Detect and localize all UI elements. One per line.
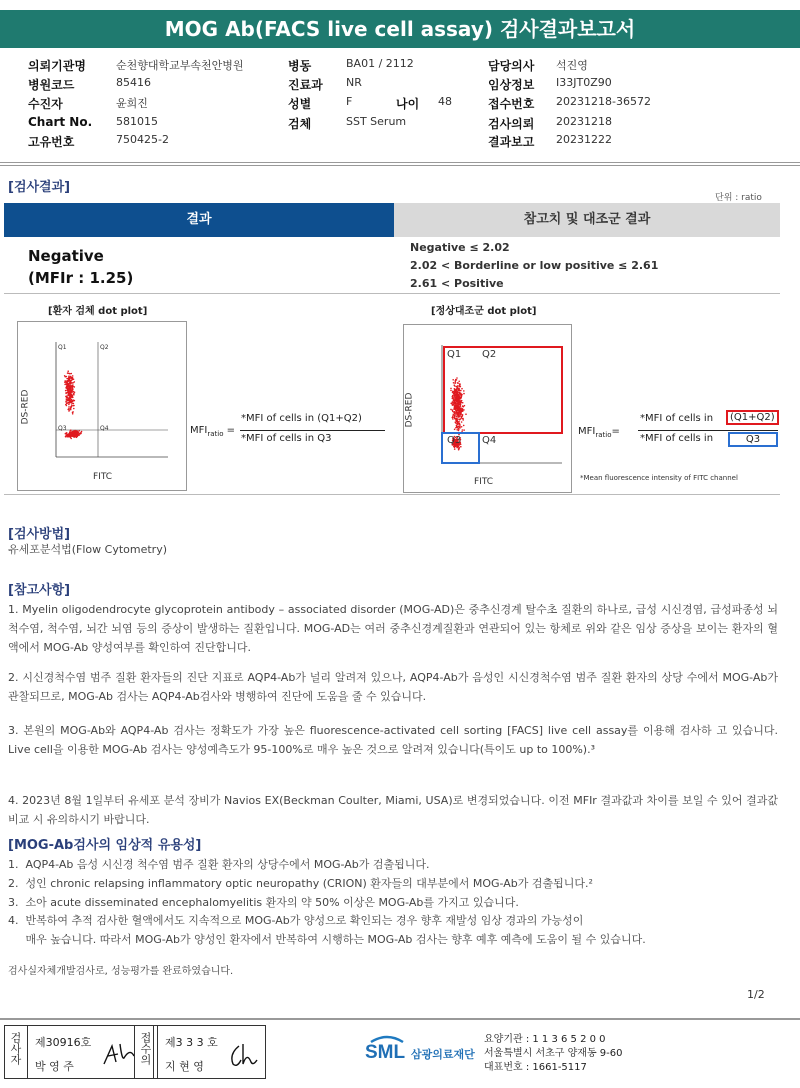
divider [0, 162, 800, 163]
dot [70, 393, 72, 395]
patient-dot-plot [17, 321, 187, 491]
dot [72, 413, 74, 415]
dot [460, 386, 462, 388]
info-label: 진료과 [288, 78, 323, 92]
dot [66, 398, 68, 400]
quadrant-label: Q4 [100, 425, 109, 432]
org-name: 삼광의료재단 [411, 1048, 475, 1061]
x-axis-label: FITC [474, 477, 494, 487]
dot [453, 396, 455, 398]
dot [71, 404, 73, 406]
dot [76, 431, 78, 433]
tester-name: 박 영 주 [35, 1060, 74, 1073]
quadrant-label: Q3 [58, 425, 67, 432]
logo-text: SML [365, 1042, 406, 1063]
patient-denominator: *MFI of cells in Q3 [241, 433, 332, 444]
dot [70, 409, 72, 411]
dot [458, 381, 460, 383]
reviewer-label: 접수의 [139, 1032, 152, 1065]
reviewer-name: 지 현 영 [165, 1060, 204, 1073]
dot [458, 421, 460, 423]
dot [456, 393, 458, 395]
y-axis-label: DS-RED [404, 392, 415, 428]
dot [459, 390, 461, 392]
dot [67, 370, 69, 372]
notes-title: [참고사항] [8, 583, 71, 598]
dot [65, 390, 67, 392]
quadrant-label: Q4 [482, 435, 497, 446]
dot [69, 389, 71, 391]
dot [465, 413, 467, 415]
dot [462, 402, 464, 404]
dot [64, 380, 66, 382]
dot [455, 381, 457, 383]
dot [69, 400, 71, 402]
info-value: 20231218-36572 [556, 95, 651, 108]
dot [459, 425, 461, 427]
dot [73, 378, 75, 380]
info-value: 20231222 [556, 133, 612, 146]
x-axis-label: FITC [93, 472, 113, 482]
info-value: F [346, 95, 353, 108]
dot [456, 425, 458, 427]
mfi-sub: ratio [207, 430, 224, 438]
dot [73, 405, 75, 407]
dot [66, 396, 68, 398]
control-numerator: *MFI of cells in [640, 413, 714, 424]
dot [456, 406, 458, 408]
dot [457, 382, 459, 384]
dot [72, 377, 74, 379]
info-value: 85416 [116, 76, 151, 89]
dot [456, 416, 458, 418]
dot [463, 429, 465, 431]
info-value: NR [346, 76, 362, 89]
dot [458, 392, 460, 394]
dot [70, 429, 72, 431]
info-value: 윤희진 [116, 97, 148, 110]
mfi-text: MFI [578, 426, 596, 437]
note-item: 2. 시신경척수염 범주 질환 환자들의 진단 지표로 AQP4-Ab가 널리 알려져 있으나, AQP4-Ab가 음성인 시신경척수염 범주 질환 환자의 상당 수에서 MOG-Ab가 관찰되므로, MOG-Ab 검사는 AQP4-Ab검사와 병행하여 진단에 도움을 줄 수 있습니다. [8, 671, 778, 703]
control-plot-title: [정상대조군 dot plot] [431, 306, 537, 317]
dot [70, 433, 72, 435]
dot [81, 431, 83, 433]
q1q2-gate [444, 347, 562, 433]
report-title: MOG Ab(FACS live cell assay) 검사결과보고서 [0, 10, 800, 48]
dot [66, 386, 68, 388]
dot [458, 404, 460, 406]
dot [450, 390, 452, 392]
method-title: [검사방법] [8, 527, 71, 542]
dot [68, 406, 70, 408]
dot [69, 373, 71, 375]
dot [74, 432, 76, 434]
dot [462, 405, 464, 407]
vertical-divider [27, 1026, 28, 1078]
dot [70, 395, 72, 397]
result-header: 결과 [4, 203, 394, 237]
info-label: 검체 [288, 117, 312, 131]
info-label: 병동 [288, 59, 312, 73]
dot [456, 429, 458, 431]
mfi-text: MFI [190, 425, 208, 436]
dot [74, 400, 76, 402]
reviewer-id: 제3 3 3 호 [165, 1036, 218, 1049]
dot [458, 394, 460, 396]
dot [458, 408, 460, 410]
signature-box-reviewer [134, 1025, 266, 1079]
dot [68, 398, 70, 400]
dot [454, 384, 456, 386]
dot [71, 400, 73, 402]
mfi-label: $MFI_{ratio}$ = [190, 425, 236, 438]
dot [68, 388, 70, 390]
unit-label: 단위 : ratio [715, 193, 762, 203]
dot [452, 415, 454, 417]
dot [68, 435, 70, 437]
dot [65, 401, 67, 403]
dot [461, 426, 463, 428]
info-label: 접수번호 [488, 97, 535, 111]
org-line: 대표번호 : 1661-5117 [484, 1062, 587, 1073]
clinical-item: 2. 성인 chronic relapsing inflammatory optic neuropathy (CRION) 환자들의 대부분에서 MOG-Ab가 검출됩니다.² [8, 877, 593, 890]
page-number: 1/2 [747, 988, 765, 1001]
clinical-item: 매우 높습니다. 따라서 MOG-Ab가 양성인 환자에서 반복하여 시행하는 MOG-Ab 검사는 향후 예후 예측에 도움이 될 수 있습니다. [8, 933, 646, 946]
dot [65, 393, 67, 395]
dot [454, 409, 456, 411]
dot [456, 447, 458, 449]
dot [460, 418, 462, 420]
dot [70, 398, 72, 400]
divider [0, 165, 800, 166]
dot [69, 409, 71, 411]
info-value: 순천향대학교부속천안병원 [116, 59, 244, 72]
dot [455, 386, 457, 388]
dot [462, 418, 464, 420]
dot [453, 391, 455, 393]
tester-id: 제30916호 [35, 1036, 92, 1049]
patient-plot-title: [환자 검체 dot plot] [48, 306, 148, 317]
info-value: 20231218 [556, 115, 612, 128]
dot [66, 403, 68, 405]
dot [71, 379, 73, 381]
result-mfir: (MFIr : 1.25) [28, 269, 134, 287]
dot [458, 423, 460, 425]
dot [71, 403, 73, 405]
signature-box-tester [4, 1025, 154, 1079]
dot [71, 373, 73, 375]
dot [74, 391, 76, 393]
dot [453, 382, 455, 384]
dot [463, 425, 465, 427]
dot [463, 390, 465, 392]
dot [462, 429, 464, 431]
method-text: 유세포분석법(Flow Cytometry) [8, 543, 168, 556]
dot [68, 387, 70, 389]
patient-numerator: *MFI of cells in (Q1+Q2) [241, 413, 362, 424]
dot [67, 402, 69, 404]
control-denominator: *MFI of cells in [640, 433, 714, 444]
info-value: I33JT0Z90 [556, 76, 612, 89]
dot [78, 434, 80, 436]
footer-divider [0, 1018, 800, 1020]
quadrant-label: Q2 [482, 349, 497, 360]
dot [64, 375, 66, 377]
dot [460, 446, 462, 448]
dot [455, 418, 457, 420]
tester-label: 검사자 [9, 1032, 22, 1065]
dot [453, 403, 455, 405]
dot [68, 404, 70, 406]
dot [72, 389, 74, 391]
dot [456, 390, 458, 392]
dot [64, 384, 66, 386]
dot [450, 388, 452, 390]
dot [460, 409, 462, 411]
dot [454, 416, 456, 418]
dot [459, 393, 461, 395]
dot [456, 397, 458, 399]
org-line: 서울특별시 서초구 양재동 9-60 [484, 1048, 623, 1059]
dot [451, 403, 453, 405]
dot [460, 411, 462, 413]
dot [455, 411, 457, 413]
note-item: 1. Myelin oligodendrocyte glycoprotein antibody – associated disorder (MOG-AD)은 중추신경계 탈수초 질환의 하나로, 급성 시신경염, 급성파종성 뇌척수염, 척수염, 뇌간 뇌염 등의 증상이 발생하는 질환입니다. MOG-AD는 여러 중추신경계질환과 연관되어 있는 항체로 위와 같은 임상 증상을 보이는 환자의 혈액에서 MOG-Ab 양성여부를 확인하여 진단합니다. [8, 603, 778, 654]
reference-line: 2.02 < Borderline or low positive ≤ 2.61 [410, 259, 659, 272]
dot [452, 409, 454, 411]
dot [66, 433, 68, 435]
sml-logo [365, 1034, 485, 1068]
dot [460, 401, 462, 403]
dot [71, 391, 73, 393]
dot [73, 432, 75, 434]
dot [463, 393, 465, 395]
dot [454, 429, 456, 431]
control-dot-plot [403, 324, 572, 493]
reviewer-signature [225, 1040, 261, 1070]
info-label: 결과보고 [488, 135, 535, 149]
dot [454, 388, 456, 390]
dot [456, 377, 458, 379]
dot [452, 418, 454, 420]
control-denominator-box: Q3 [728, 432, 778, 447]
fraction-line [240, 430, 385, 431]
dot [66, 376, 68, 378]
dot [75, 436, 77, 438]
reference-line: 2.61 < Positive [410, 277, 504, 290]
clinical-item: 3. 소아 acute disseminated encephalomyelitis 환자의 약 50% 이상은 MOG-Ab를 가지고 있습니다. [8, 896, 519, 909]
dot [459, 384, 461, 386]
result-value: Negative [28, 247, 104, 265]
dot [463, 409, 465, 411]
dot [73, 408, 75, 410]
dot [454, 392, 456, 394]
dot [457, 412, 459, 414]
info-label: 의뢰기관명 [28, 59, 86, 73]
dot [452, 379, 454, 381]
dot [460, 398, 462, 400]
note-item: 4. 2023년 8월 1일부터 유세포 분석 장비가 Navios EX(Beckman Coulter, Miami, USA)로 변경되었습니다. 이전 MFIr 결과값과 차이를 보일 수 있어 결과값 비교 시 유의하시기 바랍니다. [8, 794, 778, 826]
dot [68, 394, 70, 396]
clinical-item: 1. AQP4-Ab 음성 시신경 척수염 범주 질환 환자의 상당수에서 MOG-Ab가 검출됩니다. [8, 858, 430, 871]
dot [454, 448, 456, 450]
info-label: 병원코드 [28, 78, 75, 92]
dot [461, 400, 463, 402]
mfi-label: $MFI_{ratio}=$ [578, 426, 620, 439]
dot [464, 405, 466, 407]
info-value: 581015 [116, 115, 158, 128]
dot [458, 403, 460, 405]
reference-header: 참고치 및 대조군 결과 [394, 203, 780, 237]
dot [67, 397, 69, 399]
y-axis-label: DS-RED [20, 389, 31, 425]
dot [73, 394, 75, 396]
dot [72, 411, 74, 413]
dot [73, 435, 75, 437]
control-numerator-box: (Q1+Q2) [726, 410, 779, 425]
dot [70, 387, 72, 389]
dot [70, 438, 72, 440]
dot [455, 402, 457, 404]
dot [456, 388, 458, 390]
info-label: 임상정보 [488, 78, 535, 92]
info-value: 750425-2 [116, 133, 169, 146]
clinical-item: 4. 반복하여 추적 검사한 혈액에서도 지속적으로 MOG-Ab가 양성으로 확인되는 경우 향후 재발성 임상 경과의 가능성이 [8, 914, 584, 927]
dot [458, 414, 460, 416]
dot [458, 446, 460, 448]
dot [456, 419, 458, 421]
quadrant-label: Q1 [58, 344, 67, 351]
info-value: 48 [438, 95, 452, 108]
info-label: 성별 [288, 97, 312, 111]
dot [455, 421, 457, 423]
mfi-sub: ratio [595, 431, 612, 439]
dot [457, 385, 459, 387]
dot [458, 399, 460, 401]
dot [68, 378, 70, 380]
fraction-line [638, 430, 778, 431]
dot [452, 417, 454, 419]
dot [461, 421, 463, 423]
clinical-title: [MOG-Ab검사의 임상적 유용성] [8, 838, 202, 853]
info-label: Chart No. [28, 115, 93, 129]
dot [66, 382, 68, 384]
quadrant-label: Q2 [100, 344, 109, 351]
dot [65, 436, 67, 438]
info-label: 수진자 [28, 97, 63, 111]
dot [68, 385, 70, 387]
dot [78, 430, 80, 432]
info-label: 검사의뢰 [488, 117, 535, 131]
vertical-divider [157, 1026, 158, 1078]
dot [453, 398, 455, 400]
info-label: 담당의사 [488, 59, 535, 73]
dot [458, 428, 460, 430]
dot [72, 375, 74, 377]
dot [460, 413, 462, 415]
note-item: 3. 본원의 MOG-Ab와 AQP4-Ab 검사는 정확도가 가장 높은 fluorescence-activated cell sorting [FACS] live cell assay를 이용해 검사하 고 있습니다. Live cell을 이용한 MOG-Ab 검사는 양성예측도가 95-100%로 매우 높은 것으로 알려져 있습니다(특이도 up to 100%).³ [8, 724, 778, 756]
dot [72, 385, 74, 387]
reference-line: Negative ≤ 2.02 [410, 241, 510, 254]
dot [455, 395, 457, 397]
info-value: BA01 / 2112 [346, 57, 414, 70]
dot [71, 382, 73, 384]
info-value: SST Serum [346, 115, 407, 128]
divider [4, 293, 780, 294]
info-value: 석진영 [556, 59, 588, 72]
dot [450, 409, 452, 411]
dot [458, 448, 460, 450]
info-label: 나이 [396, 97, 420, 111]
info-label: 고유번호 [28, 135, 75, 149]
dot [452, 395, 454, 397]
quadrant-label: Q1 [447, 349, 462, 360]
mfi-footnote: *Mean fluorescence intensity of FITC channel [580, 474, 738, 482]
dot [80, 432, 82, 434]
quadrant-label: Q3 [447, 435, 462, 446]
dot [457, 426, 459, 428]
dot [461, 388, 463, 390]
org-line: 요양기관 : 1 1 3 6 5 2 0 0 [484, 1034, 606, 1045]
dot [71, 396, 73, 398]
dot [458, 406, 460, 408]
dot [461, 393, 463, 395]
dot [68, 375, 70, 377]
validation-note: 검사실자체개발검사로, 성능평가를 완료하였습니다. [8, 966, 234, 977]
results-section-title: [검사결과] [8, 180, 71, 195]
patient-info [0, 52, 800, 152]
